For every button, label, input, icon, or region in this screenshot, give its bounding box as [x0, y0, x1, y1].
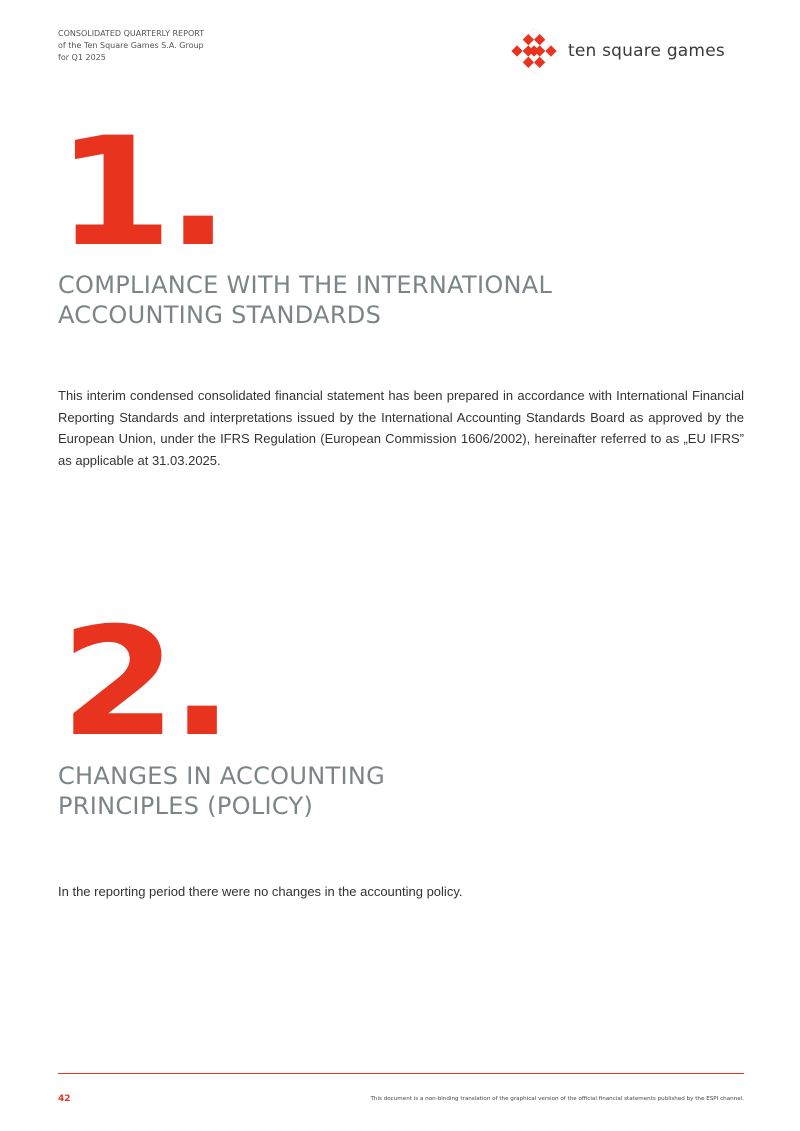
section-1-number: 1.	[56, 106, 224, 280]
section-2-number: 2.	[60, 596, 228, 770]
company-logo	[510, 27, 725, 75]
section-2-title-line1: CHANGES IN ACCOUNTING	[58, 762, 385, 790]
section-2-body: In the reporting period there were no changes in the accounting policy.	[58, 884, 463, 899]
footer-disclaimer: This document is a non-binding translation of the graphical version of the official financial statements published by the ESPI channel.	[370, 1096, 744, 1102]
section-2-title-line2: PRINCIPLES (POLICY)	[58, 792, 314, 820]
report-title: CONSOLIDATED QUARTERLY REPORT	[58, 29, 205, 38]
section-1-title	[58, 270, 552, 330]
footer-divider	[58, 1073, 744, 1074]
page-number: 42	[58, 1094, 71, 1104]
logo-wordmark: ten square games	[568, 41, 725, 61]
diamond-checker-icon	[510, 27, 558, 75]
section-1-title-line2: ACCOUNTING STANDARDS	[58, 301, 382, 329]
report-header	[58, 28, 204, 64]
section-1-body: This interim condensed consolidated financial statement has been prepared in accordance with International Financial Reporting Standards and interpretations issued by the International Accounting Standards Board as approved by the European Union, under the IFRS Regulation (European Commission 1606/2002), hereinafter referred to as „EU IFRS” as applicable at 31.03.2025.	[58, 388, 744, 468]
section-1-title-line1: COMPLIANCE WITH THE INTERNATIONAL	[58, 271, 553, 299]
section-2-title	[58, 761, 385, 821]
report-company: of the Ten Square Games S.A. Group	[58, 41, 204, 50]
report-period: for Q1 2025	[58, 53, 106, 62]
